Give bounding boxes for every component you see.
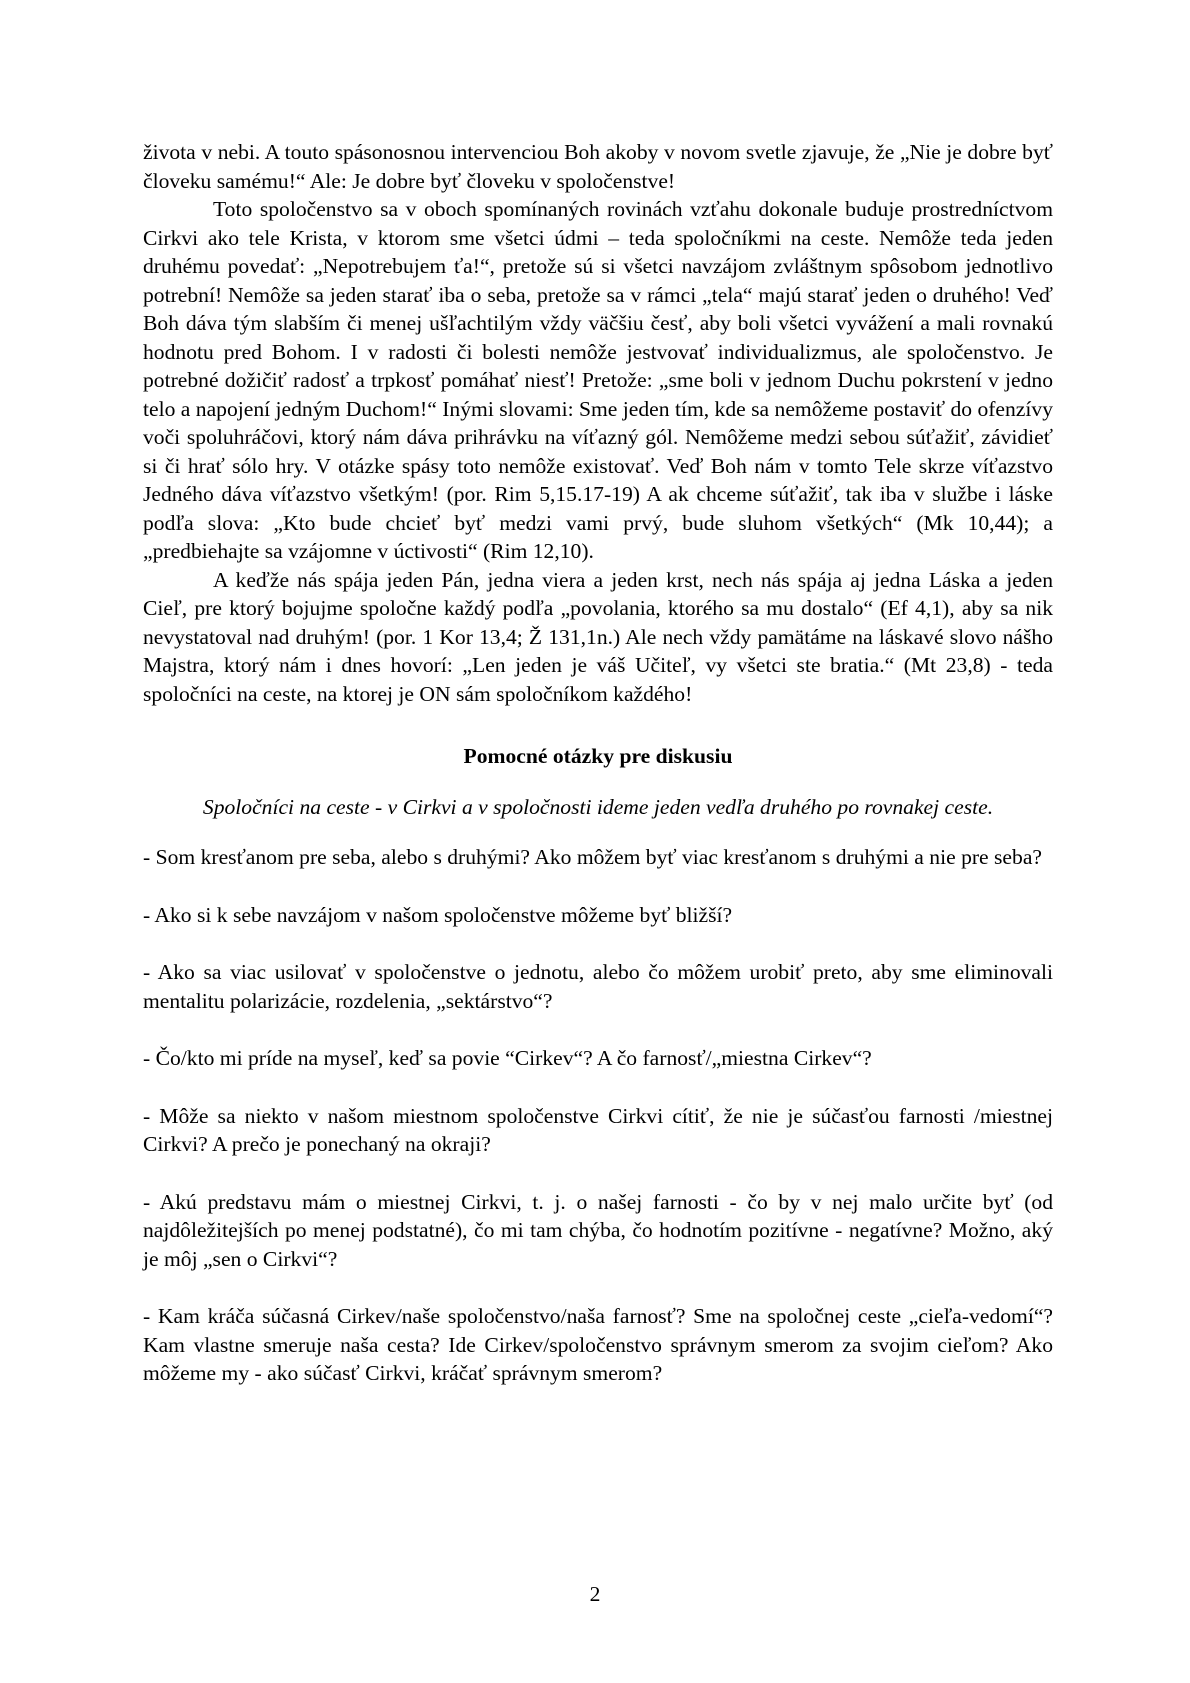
body-paragraph-1: života v nebi. A touto spásonosnou intervenciou Boh akoby v novom svetle zjavuje, že „Nie je dobre byť človeku samému!“ Ale: Je dobre byť človeku v spoločenstve! [143, 140, 1053, 193]
question-6: - Akú predstavu mám o miestnej Cirkvi, t. j. o našej farnosti - čo by v nej malo určite byť (od najdôležitejších po menej podstatné), čo mi tam chýba, čo hodnotím pozitívne - negatívne? Možno, aký je môj „sen o Cirkvi“? [143, 1189, 1053, 1271]
question-5: - Môže sa niekto v našom miestnom spoločenstve Cirkvi cítiť, že nie je súčasťou farnosti /miestnej Cirkvi? A prečo je ponechaný na okraji? [143, 1103, 1053, 1156]
discussion-questions [143, 843, 1053, 1388]
body-paragraph-2: Toto spoločenstvo sa v oboch spomínaných rovinách vzťahu dokonale buduje prostredníctvom Cirkvi ako tele Krista, v ktorom sme všetci údmi – teda spoločníkmi na ceste. Nemôže teda jeden druhému povedať: „Nepotrebujem ťa!“, pretože sú si všetci navzájom zvláštnym spôsobom jednotlivo potrební! Nemôže sa jeden starať iba o seba, pretože sa v rámci „tela“ majú starať jeden o druhého! Veď Boh dáva tým slabším či menej ušľachtilým vždy väčšiu česť, aby boli všetci vyvážení a mali rovnakú hodnotu pred Bohom. I v radosti či bolesti nemôže jestvovať individualizmus, ale spoločenstvo. Je potrebné dožičiť radosť a trpkosť pomáhať niesť! Pretože: „sme boli v jednom Duchu pokrstení v jedno telo a napojení jedným Duchom!“ Inými slovami: Sme jeden tím, kde sa nemôžeme postaviť do ofenzívy voči spoluhráčovi, ktorý nám dáva prihrávku na víťazný gól. Nemôžeme medzi sebou súťažiť, závidieť si či hrať sólo hry. V otázke spásy toto nemôže existovať. Veď Boh nám v tomto Tele skrze víťazstvo Jedného dáva víťazstvo všetkým! (por. Rim 5,15.17-19) A ak chceme súťažiť, tak iba v službe i láske podľa slova: „Kto bude chcieť byť medzi vami prvý, bude sluhom všetkých“ (Mk 10,44); a „predbiehajte sa vzájomne v úctivosti“ (Rim 12,10). [143, 197, 1053, 563]
body-paragraph-3: A keďže nás spája jeden Pán, jedna viera a jeden krst, nech nás spája aj jedna Láska a jeden Cieľ, pre ktorý bojujme spoločne každý podľa „povolania, ktorého sa mu dostalo“ (Ef 4,1), aby sa nik nevystatoval nad druhým! (por. 1 Kor 13,4; Ž 131,1n.) Ale nech vždy pamätáme na láskavé slovo nášho Majstra, ktorý nám i dnes hovorí: „Len jeden je váš Učiteľ, vy všetci ste bratia.“ (Mt 23,8) - teda spoločníci na ceste, na ktorej je ON sám spoločníkom každého! [143, 567, 1053, 706]
discussion-heading: Pomocné otázky pre diskusiu [463, 744, 733, 768]
page-number: 2 [589, 1582, 601, 1606]
question-1: - Som kresťanom pre seba, alebo s druhými? Ako môžem byť viac kresťanom s druhými a nie pre seba? [143, 845, 1042, 869]
discussion-subtitle: Spoločníci na ceste - v Cirkvi a v spoločnosti ideme jeden vedľa druhého po rovnakej ceste. [202, 794, 994, 819]
document-page [143, 138, 1053, 1417]
question-4: - Čo/kto mi príde na myseľ, keď sa povie “Cirkev“? A čo farnosť/„miestna Cirkev“? [143, 1046, 872, 1070]
question-3: - Ako sa viac usilovať v spoločenstve o jednotu, alebo čo môžem urobiť preto, aby sme eliminovali mentalitu polarizácie, rozdelenia, „sektárstvo“? [143, 960, 1053, 1013]
question-7: - Kam kráča súčasná Cirkev/naše spoločenstvo/naša farnosť? Sme na spoločnej ceste „cieľa-vedomí“? Kam vlastne smeruje naša cesta? Ide Cirkev/spoločenstvo správnym smerom za svojim cieľom? Ako môžeme my - ako súčasť Cirkvi, kráčať správnym smerom? [143, 1304, 1053, 1385]
question-2: - Ako si k sebe navzájom v našom spoločenstve môžeme byť bližší? [143, 902, 733, 927]
